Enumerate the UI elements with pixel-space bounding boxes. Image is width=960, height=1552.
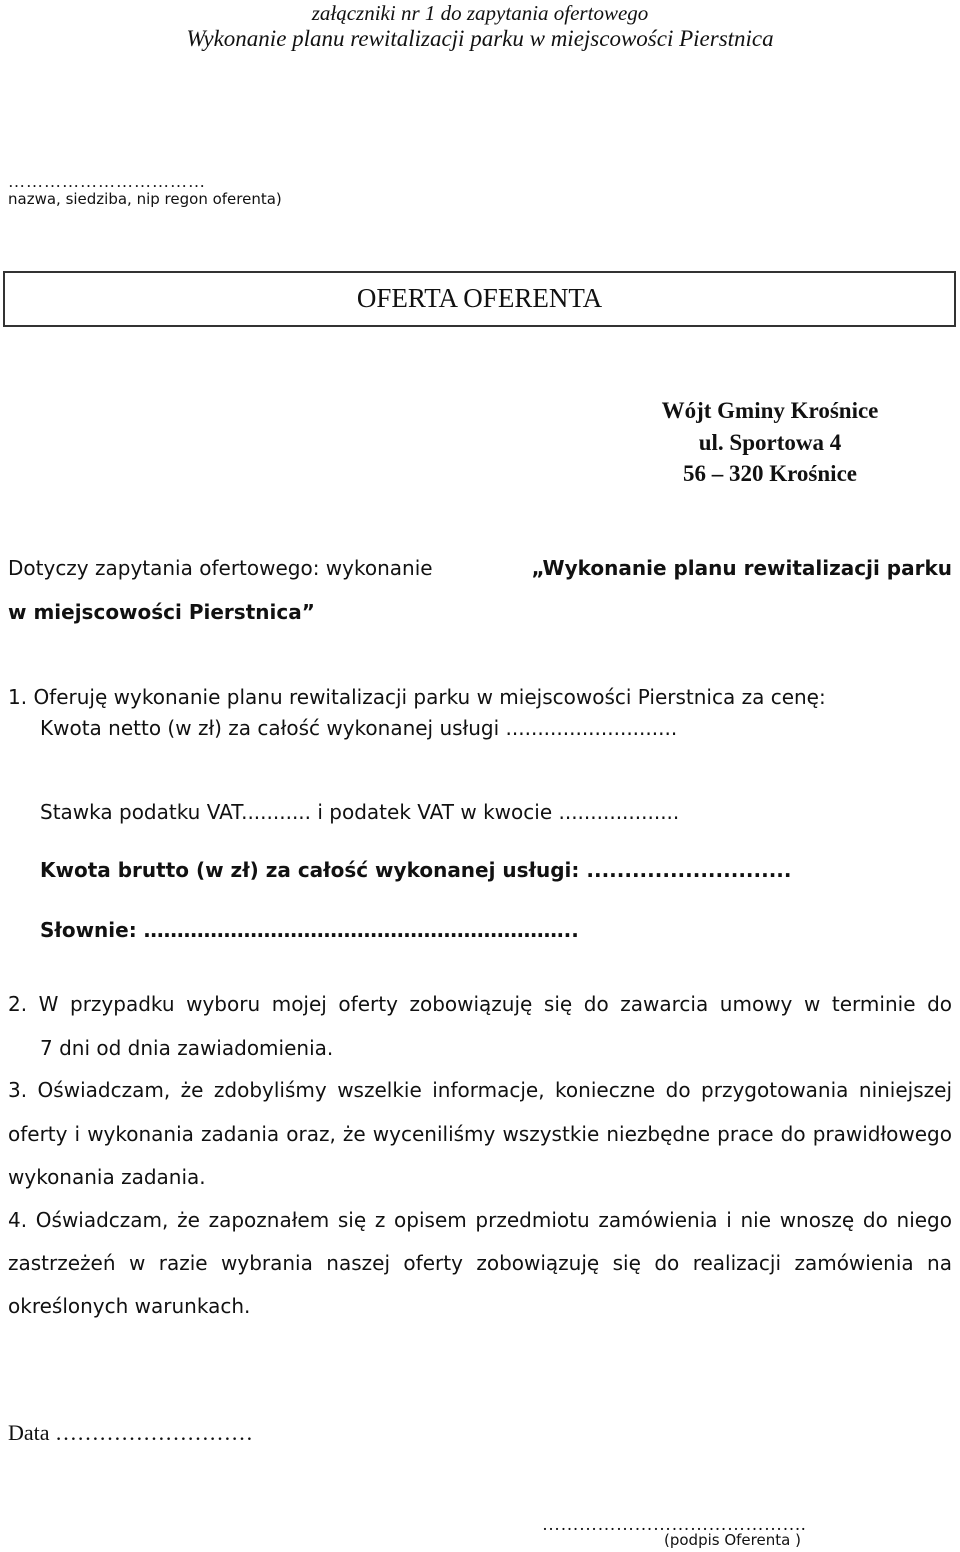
bidder-dots: …………………………… xyxy=(8,172,206,191)
item-3-line-2: oferty i wykonania zadania oraz, że wyceniliśmy wszystkie niezbędne prace do prawidłowego xyxy=(8,1122,952,1146)
signature-caption: (podpis Oferenta ) xyxy=(664,1531,801,1549)
slownie-line xyxy=(40,918,579,942)
item-2-line-2: 7 dni od dnia zawiadomienia. xyxy=(40,1036,334,1060)
netto-line: Kwota netto (w zł) za całość wykonanej usługi ........................... xyxy=(40,716,678,740)
offer-title: OFERTA OFERENTA xyxy=(356,283,603,313)
item-3-line-3: wykonania zadania. xyxy=(8,1165,206,1189)
addressee-line-2: ul. Sportowa 4 xyxy=(698,430,842,455)
brutto-line: Kwota brutto (w zł) za całość wykonanej usługi: ........................... xyxy=(40,858,792,882)
offer-title-box xyxy=(3,271,956,327)
item-4-line-2: zastrzeżeń w razie wybrania naszej oferty zobowiązuję się do realizacji zamówienia na xyxy=(8,1251,952,1275)
addressee-line-3: 56 – 320 Krośnice xyxy=(683,461,857,486)
item-4-line-3: określonych warunkach. xyxy=(8,1294,251,1318)
bidder-caption: nazwa, siedziba, nip regon oferenta) xyxy=(8,190,282,208)
addressee-line-1: Wójt Gminy Krośnice xyxy=(661,398,879,423)
subject-line-1 xyxy=(8,546,952,590)
item-2-line-1: 2. W przypadku wyboru mojej oferty zobowiązuję się do zawarcia umowy w terminie do xyxy=(8,992,952,1016)
item-1-text: 1. Oferuję wykonanie planu rewitalizacji parku w miejscowości Pierstnica za cenę: xyxy=(8,685,826,709)
subject-title-part-1: „Wykonanie planu rewitalizacji parku xyxy=(531,556,952,580)
header-line-1: załączniki nr 1 do zapytania ofertowego xyxy=(311,1,649,25)
subject-prefix: Dotyczy zapytania ofertowego: wykonanie xyxy=(8,556,433,580)
subject-title-part-2: w miejscowości Pierstnica” xyxy=(8,600,315,624)
slownie-dots: ……………………………………………………….. xyxy=(143,918,579,942)
subject-line-2 xyxy=(8,590,952,634)
date-field xyxy=(8,1420,253,1446)
date-dots: ……………………… xyxy=(55,1420,254,1445)
vat-line: Stawka podatku VAT........... i podatek VAT w kwocie ................... xyxy=(40,800,680,824)
signature-dots: ……………………………………. xyxy=(542,1514,806,1534)
item-3-line-1: 3. Oświadczam, że zdobyliśmy wszelkie informacje, konieczne do przygotowania niniejszej xyxy=(8,1078,952,1102)
item-4-line-1: 4. Oświadczam, że zapoznałem się z opisem przedmiotu zamówienia i nie wnoszę do niego xyxy=(8,1208,952,1232)
slownie-label: Słownie: xyxy=(40,918,137,942)
header-line-2: Wykonanie planu rewitalizacji parku w miejscowości Pierstnica xyxy=(186,26,774,51)
date-label: Data xyxy=(8,1420,50,1445)
